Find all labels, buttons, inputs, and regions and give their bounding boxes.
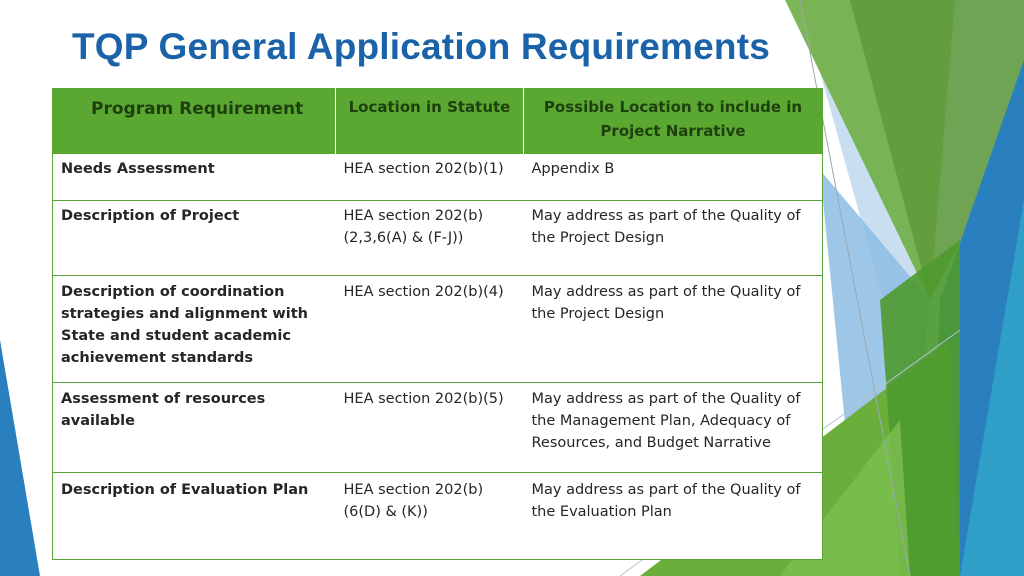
cell-narrative: Appendix B [524, 154, 823, 201]
cell-statute: HEA section 202(b)(4) [336, 276, 524, 383]
cell-statute: HEA section 202(b)(2,3,6(A) & (F-J)) [336, 201, 524, 276]
slide-title: TQP General Application Requirements [72, 26, 771, 67]
cell-narrative: May address as part of the Quality of the Project Design [524, 276, 823, 383]
table-row [53, 276, 823, 383]
table-row [53, 473, 823, 560]
decor-left-blue-facet [0, 340, 40, 576]
requirements-table [52, 88, 823, 560]
header-program-requirement: Program Requirement [53, 89, 336, 155]
cell-narrative: May address as part of the Quality of the Project Design [524, 201, 823, 276]
table-header-row [53, 89, 823, 155]
header-possible-location: Possible Location to include in Project Narrative [524, 89, 823, 155]
table-row [53, 201, 823, 276]
cell-statute: HEA section 202(b)(6(D) & (K)) [336, 473, 524, 560]
cell-statute: HEA section 202(b)(5) [336, 383, 524, 473]
header-location-in-statute: Location in Statute [336, 89, 524, 155]
cell-requirement: Assessment of resources available [53, 383, 336, 473]
cell-requirement: Description of Evaluation Plan [53, 473, 336, 560]
cell-narrative: May address as part of the Quality of the Management Plan, Adequacy of Resources, and Budget Narrative [524, 383, 823, 473]
cell-narrative: May address as part of the Quality of the Evaluation Plan [524, 473, 823, 560]
cell-requirement: Needs Assessment [53, 154, 336, 201]
cell-statute: HEA section 202(b)(1) [336, 154, 524, 201]
cell-requirement: Description of coordination strategies and alignment with State and student academic achievement standards [53, 276, 336, 383]
cell-requirement: Description of Project [53, 201, 336, 276]
table-row [53, 383, 823, 473]
table-row [53, 154, 823, 201]
